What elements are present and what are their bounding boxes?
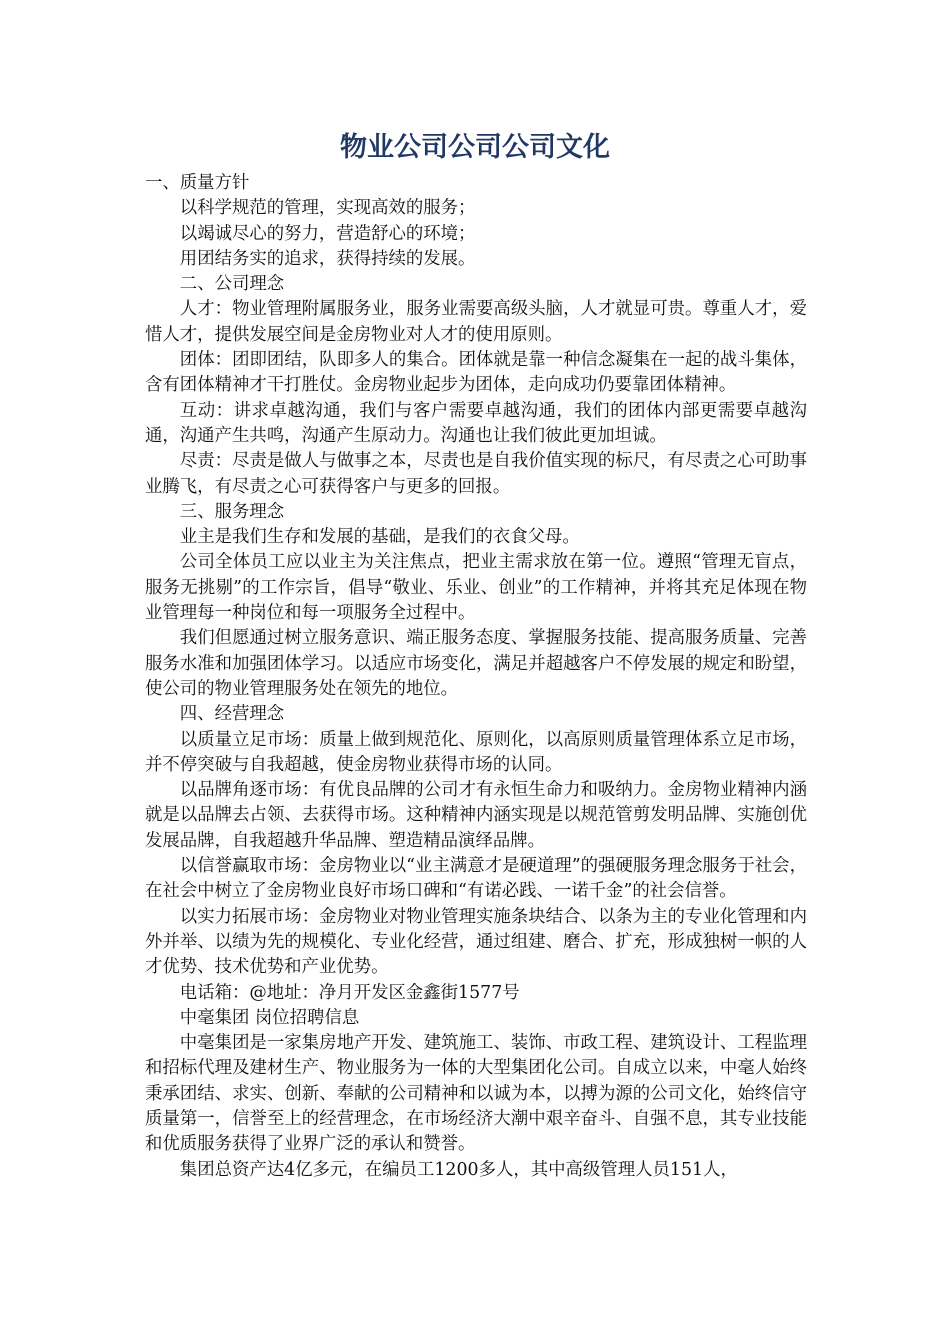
paragraph-5: 二、公司理念 <box>179 274 285 295</box>
paragraph-3: 以竭诚尽心的努力，营造舒心的环境； <box>179 223 476 244</box>
paragraph-8: 互动：讲求卓越沟通，我们与客户需要卓越沟通，我们的团体内部更需要卓越沟通，沟通产生共鸣，沟通产生原动力。沟通也让我们彼此更加坦诚。 <box>145 400 807 446</box>
paragraph-13: 我们但愿通过树立服务意识、端正服务态度、掌握服务技能、提高服务质量、完善服务水准和加强团体学习。以适应市场变化，满足并超越客户不停发展的规定和盼望，使公司的物业管理服务处在领先的地位。 <box>145 628 807 699</box>
paragraph-16: 以品牌角逐市场：有优良品牌的公司才有永恒生命力和吸纳力。金房物业精神内涵就是以品牌去占领、去获得市场。这种精神内涵实现是以规范管剪发明品牌、实施创优发展品牌，自我超越升华品牌、塑造精品演绎品牌。 <box>145 780 807 851</box>
document-title: 物业公司公司公司文化 <box>340 132 610 163</box>
paragraph-22: 集团总资产达4亿多元，在编员工1200多人，其中高级管理人员151人， <box>179 1159 738 1180</box>
paragraph-19: 电话箱：@地址：净月开发区金鑫街1577号 <box>179 982 520 1003</box>
paragraph-15: 以质量立足市场：质量上做到规范化、原则化，以高原则质量管理体系立足市场，并不停突破与自我超越，使金房物业获得市场的认同。 <box>145 729 807 775</box>
paragraph-21: 中毫集团是一家集房地产开发、建筑施工、装饰、市政工程、建筑设计、工程监理和招标代理及建材生产、物业服务为一体的大型集团化公司。自成立以来，中毫人始终秉承团结、求实、创新、奉献的公司精神和以诚为本，以搏为源的公司文化，始终信守质量第一，信誉至上的经营理念，在市场经济大潮中艰辛奋斗、自强不息，其专业技能和优质服务获得了业界广泛的承认和赞誉。 <box>145 1033 807 1155</box>
paragraph-9: 尽责：尽责是做人与做事之本，尽责也是自我价值实现的标尺，有尽责之心可助事业腾飞，有尽责之心可获得客户与更多的回报。 <box>145 451 807 497</box>
paragraph-1: 一、质量方针 <box>145 173 250 193</box>
paragraph-4: 用团结务实的追求，获得持续的发展。 <box>179 248 476 269</box>
paragraph-18: 以实力拓展市场：金房物业对物业管理实施条块结合、以条为主的专业化管理和内外并举、以绩为先的规模化、专业化经营，通过组建、磨合、扩充，形成独树一帜的人才优势、技术优势和产业优势。 <box>145 906 807 978</box>
paragraph-11: 业主是我们生存和发展的基础，是我们的衣食父母。 <box>179 527 580 548</box>
paragraph-10: 三、服务理念 <box>179 501 285 522</box>
paragraph-12: 公司全体员工应以业主为关注焦点，把业主需求放在第一位。遵照“管理无盲点，服务无挑剔”的工作宗旨，倡导“敬业、乐业、创业”的工作精神，并将其充足体现在物业管理每一种岗位和每一项服务全过程中。 <box>145 552 807 624</box>
paragraph-17: 以信誉赢取市场：金房物业以“业主满意才是硬道理”的强硬服务理念服务于社会，在社会中树立了金房物业良好市场口碑和“有诺必践、一诺千金”的社会信誉。 <box>145 856 807 902</box>
paragraph-14: 四、经营理念 <box>179 704 285 725</box>
paragraph-20: 中毫集团 岗位招聘信息 <box>179 1007 360 1028</box>
paragraph-7: 团体：团即团结，队即多人的集合。团体就是靠一种信念凝集在一起的战斗集体，含有团体精神才干打胜仗。金房物业起步为团体，走向成功仍要靠团体精神。 <box>145 350 807 396</box>
document-body <box>145 171 807 1183</box>
paragraph-2: 以科学规范的管理，实现高效的服务； <box>179 198 476 219</box>
paragraph-6: 人才：物业管理附属服务业，服务业需要高级头脑，人才就显可贵。尊重人才，爱惜人才，提供发展空间是金房物业对人才的使用原则。 <box>145 299 807 345</box>
